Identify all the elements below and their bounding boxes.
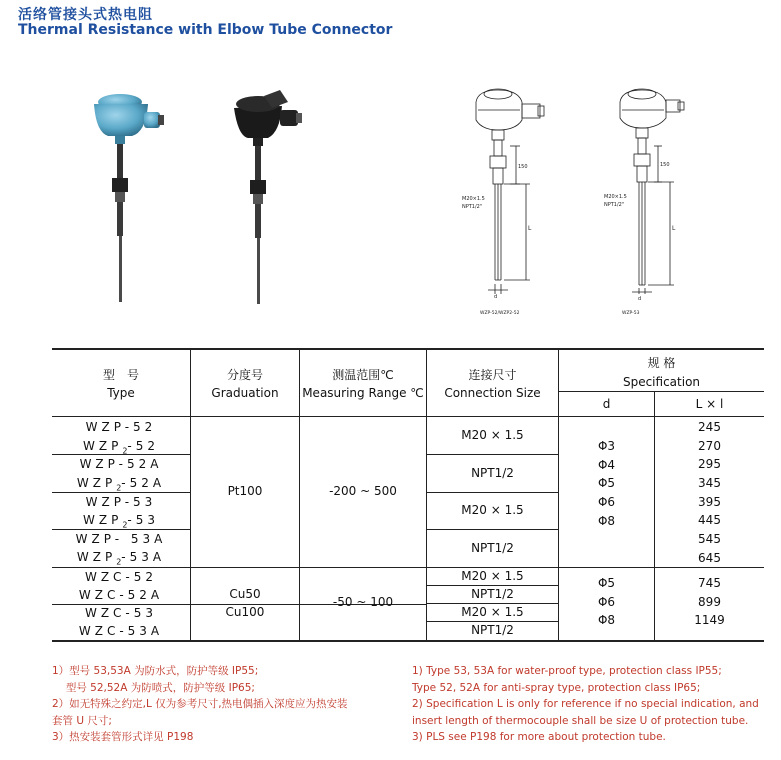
- connection-cell: NPT1/2: [471, 623, 514, 637]
- d-value: Φ4: [597, 457, 616, 472]
- l-value: 899: [698, 594, 721, 609]
- l-value: 445: [698, 513, 721, 528]
- l-value: 270: [698, 438, 721, 453]
- l-value: 1149: [694, 613, 725, 628]
- note-line: insert length of thermocouple shall be size U of protection tube.: [412, 714, 749, 727]
- type-cell: $WZP_2-53$: [82, 513, 160, 530]
- type-cell: WZC-52A: [78, 588, 164, 602]
- type-cell: $WZP_2-52$: [82, 439, 160, 456]
- d-value: Φ8: [597, 613, 616, 628]
- l-value: 545: [698, 532, 721, 547]
- note-line: 3) PLS see P198 for more about protection tube.: [412, 731, 666, 743]
- svg-text:WZP-52/WZP2-52: WZP-52/WZP2-52: [480, 311, 520, 316]
- graduation-pt100: Pt100: [227, 484, 263, 498]
- type-cell: WZC-52: [84, 570, 158, 584]
- page-title-en: Thermal Resistance with Elbow Tube Connector: [18, 22, 393, 38]
- type-cell: $WZP_2-52A$: [76, 476, 166, 493]
- svg-text:d: d: [638, 296, 642, 302]
- type-cell: $WZP_2-53A$: [76, 550, 166, 567]
- header-spec-cn: 规 格: [647, 356, 676, 370]
- header-spec-lxl: L × l: [695, 397, 724, 411]
- svg-text:M20×1.5: M20×1.5: [462, 196, 485, 202]
- connection-cell: M20 × 1.5: [461, 428, 524, 442]
- type-cell: WZP-53: [85, 495, 157, 509]
- product-photo-blue: [88, 86, 168, 306]
- header-graduation-cn: 分度号: [226, 368, 263, 382]
- type-cell: WZC-53A: [78, 624, 164, 638]
- note-line: 3）热安装套管形式详见 P198: [52, 731, 194, 743]
- svg-text:d: d: [494, 294, 498, 300]
- note-line: Type 52, 52A for anti-spray type, protection class IP65;: [412, 681, 701, 694]
- type-cell: WZP-52A: [79, 457, 163, 471]
- type-cell: WZP-52: [85, 420, 157, 434]
- l-value: 295: [698, 457, 721, 472]
- connection-cell: M20 × 1.5: [461, 503, 524, 517]
- note-line: 1）型号 53,53A 为防水式，防护等级 IP55;: [52, 665, 259, 677]
- notes-cn: [52, 663, 348, 746]
- svg-text:L: L: [528, 225, 532, 232]
- type-cell: WZC-53: [84, 606, 158, 620]
- connection-cell: M20 × 1.5: [461, 605, 524, 619]
- l-value: 645: [698, 550, 721, 565]
- graduation-cu50: Cu50: [229, 587, 261, 601]
- range-pt: -200 ~ 500: [329, 484, 397, 498]
- note-line: 1) Type 53, 53A for water-proof type, protection class IP55;: [412, 665, 722, 677]
- header-spec-d: d: [602, 397, 611, 411]
- d-value: Φ5: [597, 576, 616, 590]
- header-connection-cn: 连接尺寸: [468, 368, 517, 382]
- svg-text:NPT1/2": NPT1/2": [604, 202, 625, 208]
- notes-en: [412, 663, 759, 746]
- note-line: 套管 U 尺寸;: [52, 714, 112, 727]
- note-line: 型号 52,52A 为防喷式，防护等级 IP65;: [52, 681, 255, 694]
- header-range-en: Measuring Range ℃: [302, 386, 424, 400]
- header-range-cn: 测温范围℃: [332, 368, 394, 382]
- d-values-cu: [559, 574, 654, 630]
- header-spec-en: Specification: [622, 375, 701, 389]
- page-title-cn: 活络管接头式热电阻: [18, 7, 153, 23]
- header-type-cn: 型 号: [102, 368, 139, 382]
- l-value: 245: [698, 420, 721, 434]
- product-photo-black: [228, 88, 308, 308]
- connection-cell: NPT1/2: [471, 587, 514, 601]
- d-value: Φ8: [597, 513, 616, 528]
- technical-drawing-left: [460, 80, 570, 320]
- range-cu: -50 ~ 100: [332, 595, 394, 609]
- header-connection-en: Connection Size: [444, 386, 541, 400]
- connection-cell: M20 × 1.5: [461, 569, 524, 583]
- d-value: Φ5: [597, 476, 616, 491]
- l-values-cu: [655, 574, 764, 630]
- header-graduation-en: Graduation: [211, 386, 279, 400]
- graduation-cu100: Cu100: [225, 605, 265, 619]
- note-line: 2）如无特殊之约定,L 仅为参考尺寸,热电偶插入深度应为热安装: [52, 698, 348, 710]
- d-value: Φ3: [597, 439, 616, 453]
- type-cell: WZP- 53A: [75, 532, 167, 546]
- l-value: 745: [698, 576, 721, 590]
- note-line: 2) Specification L is only for reference if no special indication, and: [412, 698, 759, 710]
- technical-drawing-right: [600, 80, 710, 320]
- svg-text:WZP-53: WZP-53: [622, 311, 640, 316]
- d-value: Φ6: [597, 495, 616, 510]
- svg-text:L: L: [672, 225, 676, 232]
- l-value: 395: [698, 494, 721, 509]
- l-value: 345: [698, 476, 721, 491]
- svg-text:150: 150: [518, 164, 528, 170]
- l-values-pt: [655, 418, 764, 568]
- spec-table: [52, 348, 764, 642]
- header-type-en: Type: [107, 386, 135, 400]
- connection-cell: NPT1/2: [471, 541, 514, 555]
- svg-text:M20×1.5: M20×1.5: [604, 194, 627, 200]
- d-values-pt: [559, 437, 654, 530]
- d-value: Φ6: [597, 594, 616, 609]
- connection-cell: NPT1/2: [471, 466, 514, 480]
- svg-text:NPT1/2": NPT1/2": [462, 204, 483, 210]
- svg-text:150: 150: [660, 162, 670, 168]
